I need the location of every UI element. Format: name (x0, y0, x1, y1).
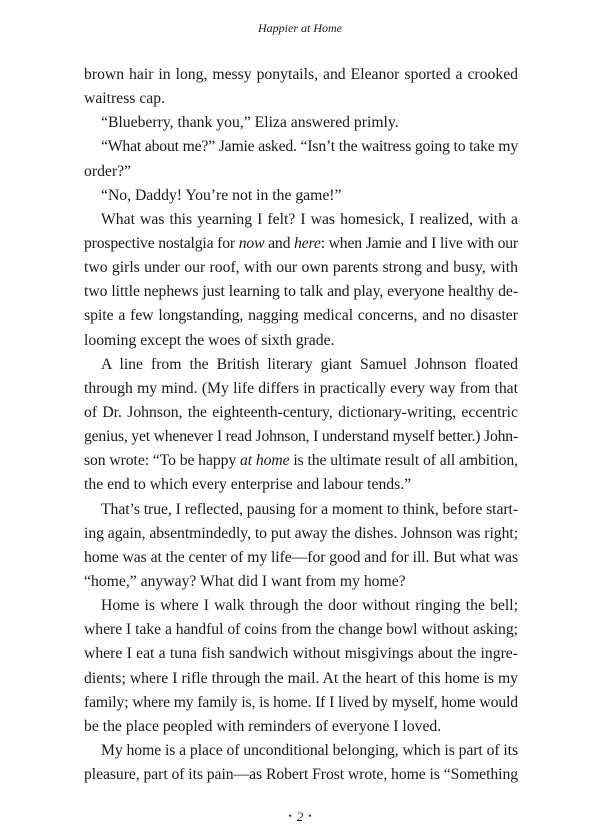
page-number-value: 2 (296, 809, 304, 824)
text-line: order?” (84, 162, 132, 180)
text-line: son wrote: “To be happy at home is the ultimate result of all ambition, (84, 452, 518, 470)
folio-bullet-right: • (308, 811, 312, 821)
text-line: two little nephews just learning to talk and play, everyone healthy de- (84, 283, 519, 301)
text-line: home was at the center of my life—for good and for ill. But what was (84, 548, 519, 566)
text-line: What was this yearning I felt? I was homesick, I realized, with a (101, 210, 518, 228)
text-line: “home,” anyway? What did I want from my home? (84, 572, 406, 590)
text-line: of Dr. Johnson, the eighteenth-century, dictionary-writing, eccentric (84, 403, 518, 421)
text-line: brown hair in long, messy ponytails, and Eleanor sported a crooked (84, 66, 518, 83)
text-line: where I eat a tuna fish sandwich without misgivings about the ingre- (84, 645, 518, 663)
text-line: looming except the woes of sixth grade. (84, 331, 335, 349)
emphasis: here (294, 234, 321, 252)
text-line: family; where my family is, is home. If I lived by myself, home would (84, 693, 519, 711)
text-line: That’s true, I reflected, pausing for a moment to think, before start- (101, 500, 519, 518)
text-line: pleasure, part of its pain—as Robert Frost wrote, home is “Something (84, 766, 519, 784)
text-line: through my mind. (My life differs in practically every way from that (84, 379, 518, 397)
text-line: My home is a place of unconditional belonging, which is part of its (101, 741, 519, 759)
text-line: where I take a handful of coins from the change bowl without asking; (84, 621, 518, 639)
text-line: Home is where I walk through the door without ringing the bell; (101, 597, 518, 615)
text-line: two girls under our roof, with our own parents strong and busy, with (84, 259, 518, 277)
folio-bullet-left: • (288, 811, 292, 821)
text-line: genius, yet whenever I read Johnson, I understand myself better.) John- (84, 428, 518, 446)
text-line: “What about me?” Jamie asked. “Isn’t the waitress going to take my (101, 138, 519, 156)
text-line: be the place peopled with reminders of everyone I loved. (84, 717, 442, 735)
body-text (84, 63, 518, 787)
text-line: “No, Daddy! You’re not in the game!” (101, 186, 342, 204)
text-line: ing again, absentmindedly, to put away the dishes. Johnson was right; (84, 524, 519, 542)
text-line: spite a few longstanding, nagging medical concerns, and no disaster (84, 307, 518, 325)
text-line: dients; where I rifle through the mail. At the heart of this home is my (84, 669, 518, 687)
text-line: waitress cap. (84, 90, 166, 108)
text-line: the end to which every enterprise and labour tends.” (84, 476, 412, 494)
emphasis: now (238, 234, 265, 252)
running-head: Happier at Home (258, 21, 342, 35)
text-line: prospective nostalgia for now and here: when Jamie and I live with our (84, 234, 518, 252)
emphasis: at home (239, 452, 290, 470)
text-line: A line from the British literary giant Samuel Johnson floated (101, 355, 518, 373)
text-line: “Blueberry, thank you,” Eliza answered primly. (101, 114, 399, 132)
page-number (0, 809, 600, 825)
